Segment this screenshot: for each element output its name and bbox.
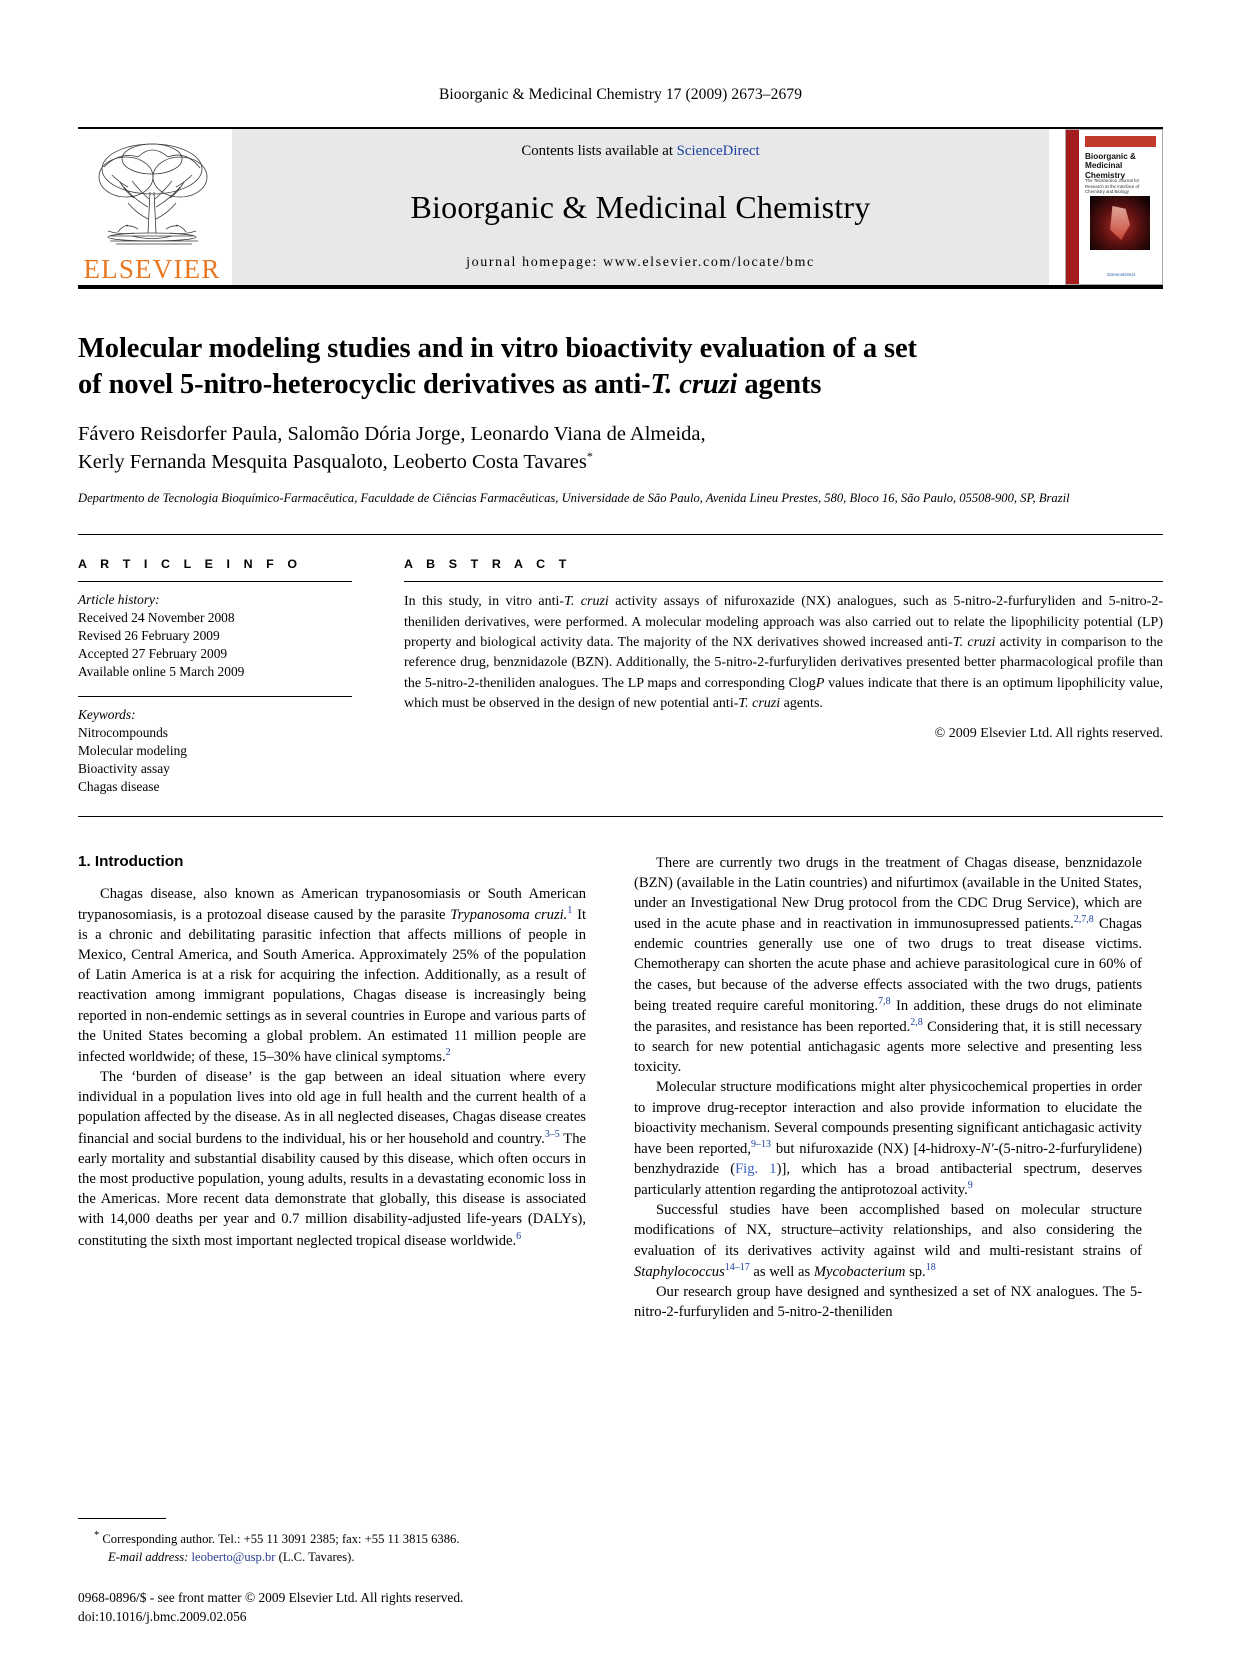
- abstract-part-3: activity in comparison to the reference drug, benznidazole (BZN). Additionally, the 5-nitro-2-furfuryliden derivatives presented better pharmacological profile than the 5-nitro-2-theniliden analogues. The LP maps and corresponding Clog: [404, 634, 1164, 691]
- abstract-italic-3: P: [815, 675, 825, 691]
- running-head: Bioorganic & Medicinal Chemistry 17 (2009) 2673–2679: [438, 86, 803, 103]
- citation-ref[interactable]: 18: [925, 1261, 936, 1273]
- rp2-b: but nifuroxazide (NX) [4-hidroxy-: [771, 1140, 981, 1157]
- right-paragraph-3: [634, 1200, 1142, 1282]
- citation-ref[interactable]: 9–13: [751, 1138, 772, 1150]
- rp3-italic-staph: Staphylococcus: [634, 1263, 725, 1280]
- cover-title: Bioorganic & Medicinal Chemistry: [1085, 152, 1136, 180]
- rp3-c: sp.: [905, 1263, 926, 1280]
- contents-prefix: Contents lists available at: [521, 143, 677, 159]
- abstract-text: [404, 592, 1163, 714]
- left-paragraph-1: [78, 884, 586, 1068]
- front-matter-line: 0968-0896/$ - see front matter © 2009 Elsevier Ltd. All rights reserved.: [78, 1589, 464, 1605]
- section-heading-introduction: 1. Introduction: [78, 852, 184, 870]
- email-suffix: (L.C. Tavares).: [275, 1549, 355, 1564]
- abstract-italic-4: T. cruzi: [738, 696, 781, 712]
- rp3-b: as well as: [749, 1263, 814, 1280]
- journal-cover-thumbnail: [1065, 129, 1163, 285]
- footnote-rule: [78, 1518, 166, 1519]
- corresponding-marker: *: [586, 449, 593, 464]
- info-abstract-bottom-rule: [78, 816, 1163, 817]
- journal-band: [232, 129, 1049, 285]
- history-revised: Revised 26 February 2009: [78, 627, 220, 643]
- abstract-part-2: activity assays of nifuroxazide (NX) analogues, such as 5-nitro-2-furfuryliden and 5-nitro-2-theniliden derivatives, were performed. A molecular modeling approach was also carried out to relate the lipophilicity potential (LP) property and biological activity data. The majority of the NX derivatives showed increased anti-: [404, 594, 1163, 650]
- abstract-italic-2: T. cruzi: [952, 634, 996, 650]
- title-line-2b: agents: [737, 368, 822, 400]
- authors-line-1: Fávero Reisdorfer Paula, Salomão Dória Jorge, Leonardo Viana de Almeida,: [78, 422, 706, 445]
- rp2-italic-n: N′: [980, 1140, 994, 1157]
- journal-title: Bioorganic & Medicinal Chemistry: [410, 189, 871, 225]
- title-line-1: Molecular modeling studies and in vitro bioactivity evaluation of a set: [78, 333, 917, 364]
- journal-homepage[interactable]: journal homepage: www.elsevier.com/locate/bmc: [466, 255, 815, 270]
- keyword-2: Molecular modeling: [78, 743, 187, 759]
- rp2-c: -(5-nitro-2-furfurylidene) benzhydrazide (: [634, 1140, 1143, 1178]
- left-paragraph-2: [78, 1067, 586, 1251]
- contents-line: [521, 143, 759, 160]
- article-info-rule: [78, 581, 352, 582]
- abstract-part-5: agents.: [780, 696, 823, 712]
- lp1-b: It is a chronic and debilitating parasitic infection that affects millions of people in Mexico, Central America, and South America. Approximately 25% of the population of Latin America is at a risk for acquiring the infection. Additionally, as a result of reactivation among immigrant populations, Chagas disease is increasingly being reported in non-endemic settings as in several countries in Europe and various parts of the United States becoming a global problem. An estimated 11 million people are infected worldwide; of these, 15–30% have clinical symptoms.: [78, 906, 586, 1065]
- citation-ref[interactable]: 14–17: [724, 1261, 750, 1273]
- cover-artwork: [1090, 196, 1150, 250]
- doi-line: doi:10.1016/j.bmc.2009.02.056: [78, 1608, 247, 1624]
- elsevier-wordmark: ELSEVIER: [83, 254, 221, 284]
- rp2-a: Molecular structure modifications might alter physicochemical properties in order to improve drug-receptor interaction and also provide information to elucidate the bioactivity mechanism. Several compounds presenting significant antichagasic activity have been reported,: [634, 1079, 1142, 1157]
- abstract-part-1: In this study, in vitro anti-: [404, 594, 565, 610]
- citation-ref[interactable]: 3–5: [544, 1128, 560, 1140]
- author-list: [78, 420, 1163, 477]
- cover-subtitle: The Tetrahedron Journal for Research at the Interface of Chemistry and Biology: [1085, 178, 1140, 194]
- keywords-label: Keywords:: [78, 707, 136, 723]
- title-species-italic: T. cruzi: [650, 368, 738, 400]
- citation-ref[interactable]: 6: [516, 1230, 522, 1242]
- cover-top-band: [1085, 136, 1156, 147]
- citation-ref[interactable]: 2,7,8: [1073, 914, 1094, 926]
- right-column: [634, 853, 1142, 1323]
- title-block: [78, 331, 1163, 508]
- rp1-c: In addition, these drugs do not eliminate the parasites, and resistance has been reported.: [634, 997, 1142, 1035]
- article-history-label: Article history:: [78, 592, 160, 608]
- cover-footer-brand: ScienceDirect: [1106, 272, 1136, 278]
- abstract-copyright: © 2009 Elsevier Ltd. All rights reserved.: [934, 726, 1163, 742]
- rp3-italic-myco: Mycobacterium: [813, 1263, 906, 1280]
- elsevier-logo: [78, 129, 226, 285]
- abstract-italic-1: T. cruzi: [564, 594, 609, 610]
- lp1-a: Chagas disease, also known as American trypanosomiasis or South American trypanosomiasis, is a protozoal disease caused by the parasite: [78, 885, 586, 923]
- journal-header: [78, 127, 1163, 285]
- keyword-1: Nitrocompounds: [78, 725, 169, 741]
- header-bottom-rule: [78, 285, 1163, 289]
- citation-ref[interactable]: 1: [567, 904, 573, 916]
- footnote-marker: *: [94, 1529, 100, 1541]
- cover-spine: [1066, 130, 1079, 284]
- rp2-d: )], which has a broad antibacterial spectrum, deserves particularly attention regarding the antiprotozoal activity.: [634, 1161, 1143, 1199]
- left-column: [78, 853, 586, 1323]
- rp1-b: Chagas endemic countries generally use one of two drugs to treat disease victims. Chemotherapy can shorten the acute phase and achieve parasitological cure in 60% of the cases, but because of the adverse effects associated with the two drugs, patients being treated require careful monitoring.: [634, 916, 1142, 1014]
- corresponding-author-text: Corresponding author. Tel.: +55 11 3091 2385; fax: +55 11 3815 6386.: [102, 1531, 460, 1546]
- citation-ref[interactable]: 9: [967, 1180, 973, 1192]
- history-received: Received 24 November 2008: [78, 610, 235, 626]
- info-abstract-row: [78, 534, 1163, 795]
- right-paragraph-4: Our research group have designed and synthesized a set of NX analogues. The 5-nitro-2-furfuryliden and 5-nitro-2-theniliden: [634, 1283, 1142, 1321]
- title-line-2a: of novel 5-nitro-heterocyclic derivatives as anti-: [78, 368, 651, 400]
- corresponding-author-note: [78, 1528, 586, 1566]
- article-info-column: [78, 557, 378, 795]
- history-accepted: Accepted 27 February 2009: [78, 645, 228, 661]
- sciencedirect-link[interactable]: ScienceDirect: [676, 143, 760, 159]
- citation-ref[interactable]: 2,8: [910, 1016, 923, 1028]
- article-history: [78, 591, 352, 680]
- front-matter-block: [78, 1588, 698, 1626]
- lp2-b: The early mortality and substantial disability caused by this disease, which often occurs in the most productive population, young adults, results in a devastating economic loss in the Americas. More recent data demonstrate that globally, this disease is associated with 14,000 deaths per year and 0.7 million disability-adjusted life-years (DALYs), constituting the sixth most important neglected tropical disease worldwide.: [78, 1130, 586, 1249]
- history-online: Available online 5 March 2009: [78, 663, 245, 679]
- article-info-heading: A R T I C L E I N F O: [78, 557, 303, 572]
- right-paragraph-1: [634, 853, 1142, 1078]
- footnote-area: [78, 1518, 586, 1566]
- keywords-block: [78, 706, 352, 795]
- lp2-a: The ‘burden of disease’ is the gap between an ideal situation where every individual in a population lives into old age in full health and the current health of a population affected by the disease. As in all neglected diseases, Chagas disease creates financial and social burdens to the individual, his or her household and country.: [78, 1069, 586, 1147]
- abstract-heading: A B S T R A C T: [404, 557, 572, 572]
- keyword-4: Chagas disease: [78, 778, 160, 794]
- citation-ref[interactable]: 2: [445, 1047, 451, 1059]
- email-address-label: E-mail address:: [108, 1549, 189, 1564]
- authors-line-2: Kerly Fernanda Mesquita Pasqualoto, Leoberto Costa Tavares: [78, 451, 587, 474]
- keyword-3: Bioactivity assay: [78, 760, 170, 776]
- abstract-rule: [404, 581, 1163, 582]
- rp1-d: Considering that, it is still necessary to search for new potential antichagasic agents more selective and presenting less toxicity.: [634, 1018, 1142, 1076]
- citation-ref[interactable]: 7,8: [878, 995, 891, 1007]
- info-spacer: [78, 680, 352, 696]
- rp3-a: Successful studies have been accomplished based on molecular structure modifications of NX, structure–activity relationships, and also considering the evaluation of its derivatives activity against wild and multi-resistant strains of: [634, 1202, 1142, 1259]
- abstract-part-4: values indicate that there is an optimum lipophilicity value, which must be observed in the design of new potential anti-: [404, 675, 1163, 712]
- keywords-rule: [78, 696, 352, 697]
- elsevier-tree-icon: [90, 137, 214, 255]
- article-title: [78, 331, 1163, 403]
- email-link[interactable]: leoberto@usp.br: [191, 1549, 276, 1564]
- lp1-italic: Trypanosoma cruzi.: [450, 906, 568, 923]
- body-columns: [78, 853, 1163, 1323]
- abstract-column: [378, 557, 1163, 795]
- affiliation: Departmento de Tecnologia Bioquímico-Farmacêutica, Faculdade de Ciências Farmacêuticas, Universidade de São Paulo, Avenida Lineu Prestes, 580, Bloco 16, São Paulo, 05508-900, SP, Brazil: [78, 491, 1070, 506]
- right-paragraph-2: [634, 1077, 1142, 1200]
- rp1-a: There are currently two drugs in the treatment of Chagas disease, benznidazole (BZN) (available in the Latin countries) and nifurtimox (available in the United States, under an Investigational New Drug protocol from the CDC Drug Service), which are used in the acute phase and in reactivation in immunosupressed patients.: [634, 854, 1142, 932]
- figure-1-link[interactable]: Fig. 1: [735, 1161, 777, 1178]
